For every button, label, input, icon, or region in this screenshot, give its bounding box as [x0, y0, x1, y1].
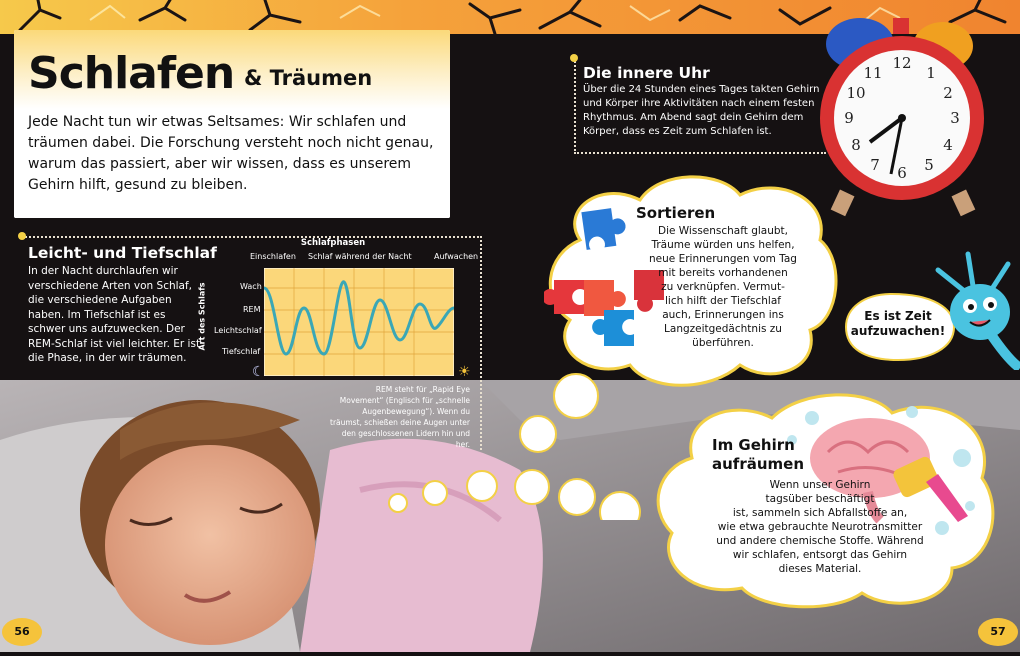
- svg-text:1: 1: [926, 64, 936, 82]
- svg-text:7: 7: [870, 156, 880, 174]
- svg-text:11: 11: [863, 64, 883, 82]
- svg-text:10: 10: [846, 84, 866, 102]
- sun-icon: ☀: [458, 364, 471, 380]
- svg-text:9: 9: [844, 109, 854, 127]
- brain-bubble: [652, 388, 1002, 614]
- brain-text: [704, 478, 936, 576]
- sort-line: Langzeitgedächtnis zu: [664, 323, 782, 335]
- x-label-end: Aufwachen: [434, 252, 479, 261]
- sort-line: mit bereits vorhandenen: [658, 267, 788, 279]
- section-bullet-icon: [18, 232, 26, 240]
- sort-line: lich hilft der Tiefschlaf: [665, 295, 781, 307]
- brain-line: Wenn unser Gehirn: [769, 479, 871, 491]
- sort-line: überführen.: [692, 337, 754, 349]
- y-level-tiefschlaf: Tiefschlaf: [222, 347, 261, 356]
- sort-line: Die Wissenschaft glaubt,: [657, 225, 788, 237]
- sort-text: [648, 224, 798, 350]
- y-level-wach: Wach: [240, 282, 262, 291]
- neuron-character-icon: [928, 250, 1020, 370]
- brain-heading: [712, 436, 804, 474]
- sort-line: Träume würden uns helfen,: [651, 239, 795, 251]
- page-number-right: 57: [978, 618, 1018, 646]
- sort-heading: Sortieren: [636, 204, 716, 222]
- svg-text:12: 12: [892, 54, 912, 72]
- sort-line: neue Erinnerungen vom Tag: [649, 253, 797, 265]
- page-number-left: 56: [2, 618, 42, 646]
- sort-line: zu verknüpfen. Vermut-: [661, 281, 785, 293]
- title-box: [14, 30, 450, 218]
- chart-plot: [264, 268, 454, 376]
- intro-text: Jede Nacht tun wir etwas Seltsames: Wir schlafen und träumen dabei. Die Forschung versteht noch nicht genau, warum das passiert, aber wir wissen, dass es unserem Gehirn hilft, gesund zu bleiben.: [28, 114, 434, 193]
- brain-line: und andere chemische Stoffe. Während: [716, 535, 924, 547]
- rem-caption: REM steht für „Rapid Eye Movement“ (Englisch für „schnelle Augenbewegung“). Wenn du träumst, schießen deine Augen unter den geschlossenen Lidern hin und her.: [330, 385, 471, 449]
- clock-bullet-icon: [570, 54, 578, 62]
- brain-line: ist, sammeln sich Abfallstoffe an,: [732, 507, 908, 519]
- page-title: Schlafen: [28, 48, 235, 99]
- svg-text:6: 6: [897, 164, 907, 182]
- sleep-text: In der Nacht durchlaufen wir verschiedene Arten von Schlaf, die verschiedene Aufgaben haben. Im Tiefschlaf ist es schwer uns aufzuwecken. Der REM-Schlaf ist viel leichter. Er ist die Phase, in der wir träumen.: [28, 265, 201, 364]
- moon-icon: ☾: [252, 364, 265, 380]
- brain-line: tagsüber beschäftigt: [765, 493, 875, 505]
- svg-text:5: 5: [924, 156, 934, 174]
- svg-text:2: 2: [943, 84, 953, 102]
- y-level-rem: REM: [243, 305, 261, 314]
- wake-line: Es ist Zeit: [864, 309, 932, 323]
- brain-heading-line: aufräumen: [712, 455, 805, 473]
- y-level-leichtschlaf: Leichtschlaf: [214, 326, 262, 335]
- svg-text:8: 8: [851, 136, 861, 154]
- brain-line: dieses Material.: [778, 563, 862, 575]
- x-label-start: Einschlafen: [250, 252, 296, 261]
- thought-circles: [380, 370, 680, 520]
- sort-line: auch, Erinnerungen ins: [662, 309, 784, 321]
- clock-text: Über die 24 Stunden eines Tages takten Gehirn und Körper ihre Aktivitäten nach einem festen Rhythmus. Am Abend sagt dein Gehirn dem Körper, dass es Zeit zum Schlafen ist.: [583, 84, 820, 137]
- clock-heading: Die innere Uhr: [583, 64, 710, 82]
- sort-bubble: [540, 170, 842, 392]
- x-label-middle: Schlaf während der Nacht: [308, 252, 412, 261]
- page-subtitle: & Träumen: [244, 66, 373, 90]
- svg-text:4: 4: [943, 136, 953, 154]
- brain-heading-line: Im Gehirn: [712, 436, 795, 454]
- chart-title: Schlafphasen: [300, 238, 366, 248]
- sleep-heading: Leicht- und Tiefschlaf: [28, 244, 217, 262]
- brain-line: wie etwa gebrauchte Neurotransmitter: [717, 521, 923, 533]
- brain-line: wir schlafen, entsorgt das Gehirn: [732, 549, 908, 561]
- y-axis-label: Art des Schlafs: [197, 282, 207, 351]
- wake-line: aufzuwachen!: [850, 324, 946, 338]
- svg-text:3: 3: [950, 109, 960, 127]
